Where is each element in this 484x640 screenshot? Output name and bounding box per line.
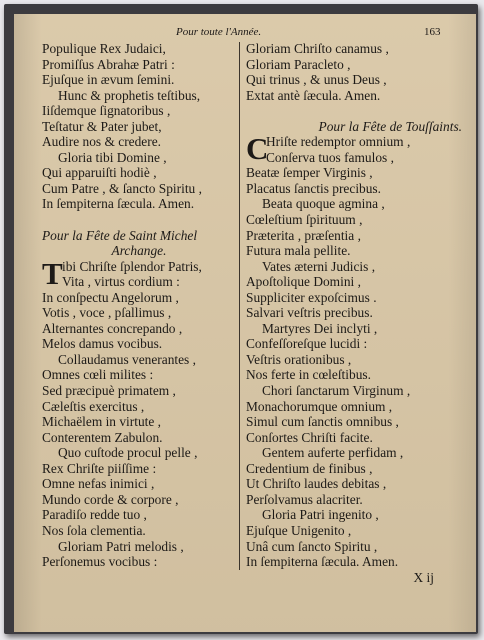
- right-verse-line: Confeſſoreſque lucidi :: [246, 336, 368, 352]
- right-verse-line: Salvari veſtris precibus.: [246, 305, 373, 321]
- left-verse-line: Teſtatur & Pater jubet,: [42, 118, 162, 134]
- left-verse-line: Hunc & prophetis teſtibus,: [58, 87, 201, 103]
- right-verse-line: Qui trinus , & unus Deus ,: [246, 72, 387, 88]
- right-verse-line: Monachorumque omnium ,: [246, 398, 393, 414]
- right-verse-line: Credentium de finibus ,: [246, 460, 373, 476]
- drop-cap: T: [42, 255, 63, 291]
- drop-cap: C: [246, 131, 269, 167]
- right-verse-line: Gloria Patri ingenito ,: [262, 507, 379, 523]
- right-verse-line: Futura mala pellite.: [246, 243, 351, 259]
- left-verse-line: Vita , virtus cordium :: [62, 274, 180, 290]
- right-verse-line: Apoſtolique Domini ,: [246, 274, 361, 290]
- right-verse-line: Simul cum ſanctis omnibus ,: [246, 414, 399, 430]
- right-verse-line: Ejuſque Unigenito ,: [246, 522, 352, 538]
- right-verse-line: Extat antè ſæcula. Amen.: [246, 87, 381, 103]
- left-verse-line: Rex Chriſte piiſſime :: [42, 460, 157, 476]
- left-verse-line: Collaudamus venerantes ,: [58, 351, 196, 367]
- right-verse-line: Conſerva tuos famulos ,: [266, 149, 394, 165]
- left-section-heading: Archange.: [111, 243, 167, 259]
- right-verse-line: In ſempiterna ſæcula. Amen.: [246, 554, 399, 570]
- left-verse-line: Conterentem Zabulon.: [42, 429, 163, 445]
- right-verse-line: Suppliciter expoſcimus .: [246, 289, 377, 305]
- left-verse-line: [42, 212, 242, 228]
- right-verse-line: Ut Chriſto laudes debitas ,: [246, 476, 387, 492]
- left-verse-line: Perſonemus vocibus :: [42, 554, 158, 570]
- verse-text: ibi Chriſte ſplendor Patris,: [62, 258, 202, 274]
- left-verse-line: Iiſdemque ſignatoribus ,: [42, 103, 171, 119]
- right-verse-line: Unâ cum ſancto Spiritu ,: [246, 538, 378, 554]
- left-verse-line: Cum Patre , & ſancto Spiritu ,: [42, 180, 202, 196]
- right-verse-line: Cœleſtium ſpirituum ,: [246, 212, 363, 228]
- signature-mark: X ij: [413, 569, 434, 585]
- running-head: [14, 26, 476, 40]
- left-verse-line: Omnes cœli milites :: [42, 367, 154, 383]
- book-page: [14, 14, 476, 632]
- right-verse-line: Beata quoque agmina ,: [262, 196, 385, 212]
- right-verse-line: Nos ferte in cœleſtibus.: [246, 367, 371, 383]
- left-verse-line: Paradiſo redde tuo ,: [42, 507, 147, 523]
- left-verse-line: Melos damus vocibus.: [42, 336, 163, 352]
- right-section-heading: Pour la Fête de Touſſaints.: [318, 118, 462, 134]
- right-verse-line: Perſolvamus alacriter.: [246, 491, 363, 507]
- left-verse-line: Quo cuſtode procul pelle ,: [58, 445, 198, 461]
- left-verse-line: Omne nefas inimici ,: [42, 476, 155, 492]
- verse-text: Hriſte redemptor omnium ,: [266, 134, 411, 150]
- right-verse-line: [246, 103, 468, 119]
- right-verse-line: Vates æterni Judicis ,: [262, 258, 376, 274]
- page-number: 163: [424, 26, 441, 38]
- left-verse-line: Nos ſola clementia.: [42, 522, 146, 538]
- left-verse-line: Michaëlem in virtute ,: [42, 414, 161, 430]
- left-verse-line: Gloriam Patri melodis ,: [58, 538, 184, 554]
- left-verse-line: Alternantes concrepando ,: [42, 320, 183, 336]
- right-verse-line: Gentem auferte perfidam ,: [262, 445, 404, 461]
- left-column: [42, 41, 242, 570]
- left-verse-line: In conſpectu Angelorum ,: [42, 289, 179, 305]
- right-verse-line: Præterita , præſentia ,: [246, 227, 361, 243]
- left-verse-line: Gloria tibi Domine ,: [58, 149, 167, 165]
- left-verse-line: Qui apparuiſti hodiè ,: [42, 165, 157, 181]
- right-verse-line: Placatus ſanctis precibus.: [246, 180, 381, 196]
- left-verse-line: Populique Rex Judaici,: [42, 41, 166, 56]
- left-verse-line: Promiſſus Abrahæ Patri :: [42, 56, 175, 72]
- scan-frame: [4, 4, 478, 634]
- right-verse-line: Gloriam Chriſto canamus ,: [246, 41, 389, 56]
- right-verse-line: Gloriam Paracleto ,: [246, 56, 351, 72]
- right-verse-line: Beatæ ſemper Virginis ,: [246, 165, 373, 181]
- right-verse-line: Conſortes Chriſti facite.: [246, 429, 373, 445]
- left-verse-line: Sed præcipuè primatem ,: [42, 383, 176, 399]
- right-verse-line: Martyres Dei inclyti ,: [262, 320, 378, 336]
- right-verse-line: Veſtris orationibus ,: [246, 351, 352, 367]
- left-verse-line: Cæleſtis exercitus ,: [42, 398, 145, 414]
- left-verse-line: Votis , voce , pſallimus ,: [42, 305, 172, 321]
- left-verse-line: Audire nos & credere.: [42, 134, 161, 150]
- left-section-heading: Pour la Fête de Saint Michel: [42, 227, 198, 243]
- right-verse-line: Chori ſanctarum Virginum ,: [262, 383, 411, 399]
- left-verse-line: Ejuſque in ævum ſemini.: [42, 72, 175, 88]
- running-title: Pour toute l'Année.: [176, 26, 262, 38]
- right-column: [246, 41, 468, 585]
- left-verse-line: Mundo corde & corpore ,: [42, 491, 179, 507]
- left-verse-line: In ſempiterna ſæcula. Amen.: [42, 196, 195, 212]
